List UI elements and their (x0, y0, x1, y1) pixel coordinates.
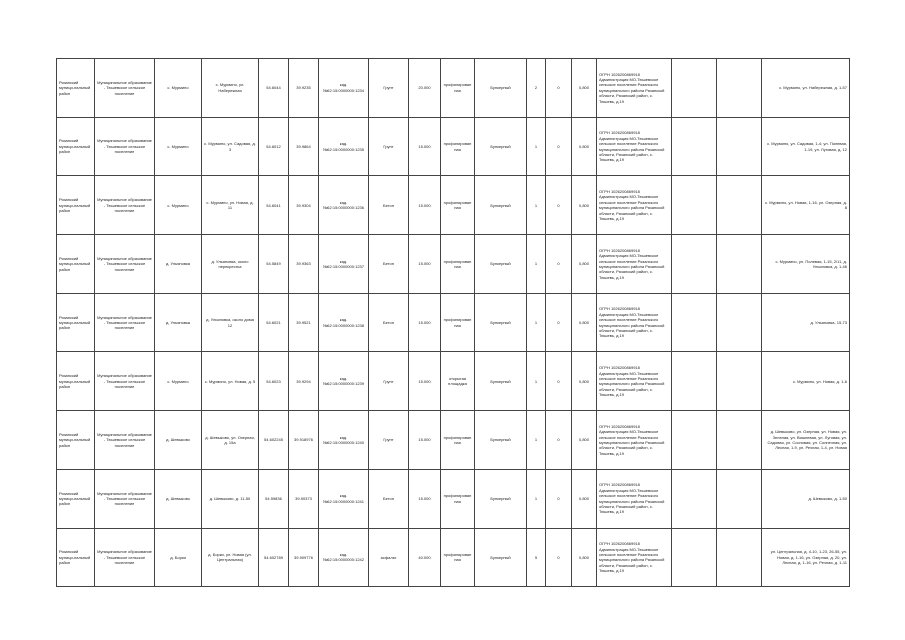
cell-area: 15.000 (409, 176, 441, 235)
cell-lat: 54.6041 (259, 176, 289, 235)
cell-cadastre: кад.№62:15:0000000:1241 (319, 469, 369, 528)
cell-address: д. Шевыково, ул. Озерная, д. 15а (202, 411, 259, 470)
cell-addresses: с. Мурмино, ул. Набережная, д. 1-57 (762, 59, 850, 118)
cell-cadastre: кад.№62:15:0000000:1238 (319, 293, 369, 352)
cell-count: 0 (546, 59, 572, 118)
cell-lon: 39.918976 (289, 411, 319, 470)
cell-count: 0 (546, 235, 572, 294)
cell-locality: с. Мурмино (155, 59, 202, 118)
cell-volume: 0,800 (572, 469, 597, 528)
cell-lat: 54.602245 (259, 411, 289, 470)
cell-containers: 1 (527, 117, 546, 176)
cell-owner: ОГРН 1026200869918 Администрация МО-Тюшевское сельское поселение Рязанского муниципального района Рязанской области, Рязанский район, с. Тюшевь, д.19 (597, 352, 672, 411)
cell-lat: 54.6044 (259, 59, 289, 118)
cell-cadastre: кад.№62:15:0000000:1242 (319, 528, 369, 587)
cell-surface: Бетон (369, 469, 409, 528)
cell-owner: ОГРН 1026200869918 Администрация МО-Тюшевское сельское поселение Рязанского муниципального района Рязанской области, Рязанский район, с. Тюшевь, д.19 (597, 411, 672, 470)
cell-lat: 54.6023 (259, 352, 289, 411)
table-row (57, 528, 850, 587)
cell-containers: 2 (527, 59, 546, 118)
cell-type: профилированная (441, 469, 475, 528)
cell-cadastre: кад.№62:15:0000000:1236 (319, 176, 369, 235)
cell-cadastre: кад.№62:15:0000000:1237 (319, 235, 369, 294)
cell-empty (672, 117, 717, 176)
cell-district: Рязанский муници-пальный район (57, 293, 95, 352)
cell-lon: 39.9363 (289, 235, 319, 294)
table-row (57, 176, 850, 235)
cell-empty (717, 176, 762, 235)
cell-address: с. Мурмино, ул. Новая, д. 5 (202, 352, 259, 411)
cell-count: 0 (546, 528, 572, 587)
cell-surface: Бетон (369, 176, 409, 235)
cell-containers: 1 (527, 293, 546, 352)
cell-containers: 1 (527, 176, 546, 235)
cell-count: 0 (546, 411, 572, 470)
cell-area: 15.000 (409, 352, 441, 411)
cell-addresses: д. Шевыково, ул. Озерная, ул. Новая, ул. Зеленая, ул. Вишневая, ул. Луговая, ул. Садовая, ул. Сосновая, ул. Солнечная, ул. Лесная, 1-9, ул. Речная, 1-4, ул. Новая (762, 411, 850, 470)
cell-area: 15.000 (409, 469, 441, 528)
cell-area: 15.000 (409, 117, 441, 176)
cell-lat: 54.6021 (259, 293, 289, 352)
cell-surface: Грунт (369, 352, 409, 411)
registry-table (56, 58, 850, 587)
cell-empty (672, 469, 717, 528)
cell-type: профилированная (441, 293, 475, 352)
cell-area: 15.000 (409, 235, 441, 294)
cell-locality: д. Ульяновка (155, 293, 202, 352)
cell-district: Рязанский муници-пальный район (57, 59, 95, 118)
cell-lon: 39.90373 (289, 469, 319, 528)
cell-settlement: Муниципальное образование - Тюшевское сельское поселение (95, 235, 155, 294)
cell-empty (717, 117, 762, 176)
cell-addresses: д. Шевыково, д. 1-50 (762, 469, 850, 528)
cell-fence: Бункерный (475, 293, 527, 352)
cell-containers: 1 (527, 352, 546, 411)
cell-type: профилированная (441, 528, 475, 587)
cell-volume: 0,800 (572, 235, 597, 294)
cell-type: открытая площадка (441, 352, 475, 411)
cell-surface: Грунт (369, 117, 409, 176)
cell-locality: д. Шевыково (155, 411, 202, 470)
cell-volume: 0,800 (572, 176, 597, 235)
table-row (57, 59, 850, 118)
cell-owner: ОГРН 1026200869918 Администрация МО-Тюшевское сельское поселение Рязанского муниципального района Рязанской области, Рязанский район, с. Тюшевь, д.19 (597, 293, 672, 352)
cell-type: профилированная (441, 411, 475, 470)
table-row (57, 293, 850, 352)
cell-type: профилированная (441, 235, 475, 294)
cell-type: профилированная (441, 117, 475, 176)
cell-addresses: с. Мурмино, ул. Новая, 1-16, ул. Озерная, д. 8 (762, 176, 850, 235)
cell-locality: д. Ульяновка (155, 235, 202, 294)
cell-empty (717, 293, 762, 352)
cell-addresses: с. Мурмино, ул. Новая, д. 1-6 (762, 352, 850, 411)
cell-district: Рязанский муници-пальный район (57, 411, 95, 470)
cell-containers: 1 (527, 469, 546, 528)
cell-count: 0 (546, 352, 572, 411)
cell-district: Рязанский муници-пальный район (57, 469, 95, 528)
cell-locality: д. Борки (155, 528, 202, 587)
cell-settlement: Муниципальное образование - Тюшевское сельское поселение (95, 411, 155, 470)
cell-volume: 0,800 (572, 293, 597, 352)
cell-area: 20.000 (409, 59, 441, 118)
cell-owner: ОГРН 1026200869918 Администрация МО-Тюшевское сельское поселение Рязанского муниципального района Рязанской области, Рязанский район, с. Тюшевь, д.19 (597, 469, 672, 528)
cell-empty (717, 352, 762, 411)
cell-fence: Бункерный (475, 59, 527, 118)
cell-fence: Бункерный (475, 235, 527, 294)
cell-cadastre: кад.№62:15:0000000:1235 (319, 117, 369, 176)
cell-lon: 39.9294 (289, 352, 319, 411)
cell-settlement: Муниципальное образование - Тюшевское сельское поселение (95, 293, 155, 352)
cell-lon: 39.9521 (289, 293, 319, 352)
cell-lon: 39.9235 (289, 59, 319, 118)
cell-volume: 0,800 (572, 59, 597, 118)
cell-containers: 1 (527, 411, 546, 470)
cell-empty (672, 293, 717, 352)
cell-cadastre: кад.№62:15:0000000:1240 (319, 411, 369, 470)
cell-addresses: с. Мурмино, ул. Полевая, 1-15, 2/11, д. Ульяновка, д. 1-46 (762, 235, 850, 294)
cell-addresses: ул. Центральная, д. 4-10, 1-23, 26-55, ул. Новая, д. 1-16, ул. Озерная, д. 20, ул. Лесная, д. 1-16, ул. Речная, д. 1-11 (762, 528, 850, 587)
cell-address: с. Мурмино, ул. Набережная (202, 59, 259, 118)
cell-locality: с. Мурмино (155, 352, 202, 411)
cell-area: 40.000 (409, 528, 441, 587)
cell-lon: 39.9864 (289, 117, 319, 176)
cell-empty (672, 235, 717, 294)
cell-settlement: Муниципальное образование - Тюшевское сельское поселение (95, 176, 155, 235)
cell-count: 0 (546, 469, 572, 528)
cell-district: Рязанский муници-пальный район (57, 117, 95, 176)
cell-owner: ОГРН 1026200869918 Администрация МО-Тюшевское сельское поселение Рязанского муниципального района Рязанской области, Рязанский район, с. Тюшевь, д.19 (597, 117, 672, 176)
cell-lon: 39.9304 (289, 176, 319, 235)
cell-volume: 0,800 (572, 352, 597, 411)
cell-count: 0 (546, 117, 572, 176)
cell-volume: 0,800 (572, 117, 597, 176)
table-row (57, 352, 850, 411)
cell-fence: Бункерный (475, 352, 527, 411)
cell-surface: Бетон (369, 235, 409, 294)
cell-locality: д. Шевыково (155, 469, 202, 528)
cell-surface: Грунт (369, 411, 409, 470)
cell-addresses: с. Мурмино, ул. Садовая, 1-4; ул. Полевая, 1-19, ул. Луговая, д. 12 (762, 117, 850, 176)
cell-empty (717, 235, 762, 294)
cell-empty (717, 469, 762, 528)
cell-area: 15.000 (409, 293, 441, 352)
cell-owner: ОГРН 1026200869918 Администрация МО-Тюшевское сельское поселение Рязанского муниципального района Рязанской области, Рязанский район, с. Тюшевь, д.19 (597, 176, 672, 235)
cell-empty (672, 528, 717, 587)
cell-settlement: Муниципальное образование - Тюшевское сельское поселение (95, 352, 155, 411)
cell-district: Рязанский муници-пальный район (57, 235, 95, 294)
cell-surface: асфальт (369, 528, 409, 587)
table-row (57, 411, 850, 470)
table-row (57, 469, 850, 528)
cell-lat: 54.6012 (259, 117, 289, 176)
cell-count: 0 (546, 176, 572, 235)
cell-count: 0 (546, 293, 572, 352)
cell-empty (672, 352, 717, 411)
cell-address: д. Борки, ул. Новая (ул. Центральная) (202, 528, 259, 587)
cell-locality: с. Мурмино (155, 176, 202, 235)
cell-type: профилированная (441, 59, 475, 118)
cell-fence: Бункерный (475, 411, 527, 470)
cell-empty (672, 176, 717, 235)
cell-district: Рязанский муници-пальный район (57, 528, 95, 587)
cell-empty (672, 411, 717, 470)
cell-settlement: Муниципальное образование - Тюшевское сельское поселение (95, 528, 155, 587)
cell-owner: ОГРН 1026200869918 Администрация МО-Тюшевское сельское поселение Рязанского муниципального района Рязанской области, Рязанский район, с. Тюшевь, д.19 (597, 59, 672, 118)
cell-empty (672, 59, 717, 118)
cell-volume: 0,800 (572, 411, 597, 470)
cell-fence: Бункерный (475, 528, 527, 587)
cell-type: профилированная (441, 176, 475, 235)
cell-owner: ОГРН 1026200869918 Администрация МО-Тюшевское сельское поселение Рязанского муниципального района Рязанской области, Рязанский район, с. Тюшевь, д.19 (597, 528, 672, 587)
cell-lat: 54.5849 (259, 235, 289, 294)
cell-address: с. Мурмино, ул. Садовая, д. 3 (202, 117, 259, 176)
cell-empty (717, 59, 762, 118)
table-row (57, 117, 850, 176)
cell-cadastre: кад.№62:15:0000000:1234 (319, 59, 369, 118)
table-row (57, 235, 850, 294)
cell-settlement: Муниципальное образование - Тюшевское сельское поселение (95, 469, 155, 528)
cell-cadastre: кад.№62:15:0000000:1239 (319, 352, 369, 411)
cell-empty (717, 528, 762, 587)
cell-address: д. Ульяновка, около перекрестка (202, 235, 259, 294)
cell-owner: ОГРН 1026200869918 Администрация МО-Тюшевское сельское поселение Рязанского муниципального района Рязанской области, Рязанский район, с. Тюшевь, д.19 (597, 235, 672, 294)
cell-locality: с. Мурмино (155, 117, 202, 176)
cell-surface: Бетон (369, 293, 409, 352)
cell-district: Рязанский муници-пальный район (57, 176, 95, 235)
cell-settlement: Муниципальное образование - Тюшевское сельское поселение (95, 59, 155, 118)
cell-district: Рязанский муници-пальный район (57, 352, 95, 411)
cell-address: с. Мурмино, ул. Новая, д. 11 (202, 176, 259, 235)
cell-lat: 54.602789 (259, 528, 289, 587)
cell-volume: 0,800 (572, 528, 597, 587)
cell-empty (717, 411, 762, 470)
cell-surface: Грунт (369, 59, 409, 118)
cell-lon: 39.909776 (289, 528, 319, 587)
cell-containers: 1 (527, 235, 546, 294)
cell-area: 15.000 (409, 411, 441, 470)
cell-addresses: д. Ульяновка, 15-73 (762, 293, 850, 352)
cell-address: д. Шевыково, д. 11-50 (202, 469, 259, 528)
cell-lat: 54.59836 (259, 469, 289, 528)
cell-fence: Бункерный (475, 469, 527, 528)
cell-fence: Бункерный (475, 117, 527, 176)
cell-address: д. Ульяновка, около дома 12 (202, 293, 259, 352)
cell-settlement: Муниципальное образование - Тюшевское сельское поселение (95, 117, 155, 176)
cell-fence: Бункерный (475, 176, 527, 235)
cell-containers: 5 (527, 528, 546, 587)
